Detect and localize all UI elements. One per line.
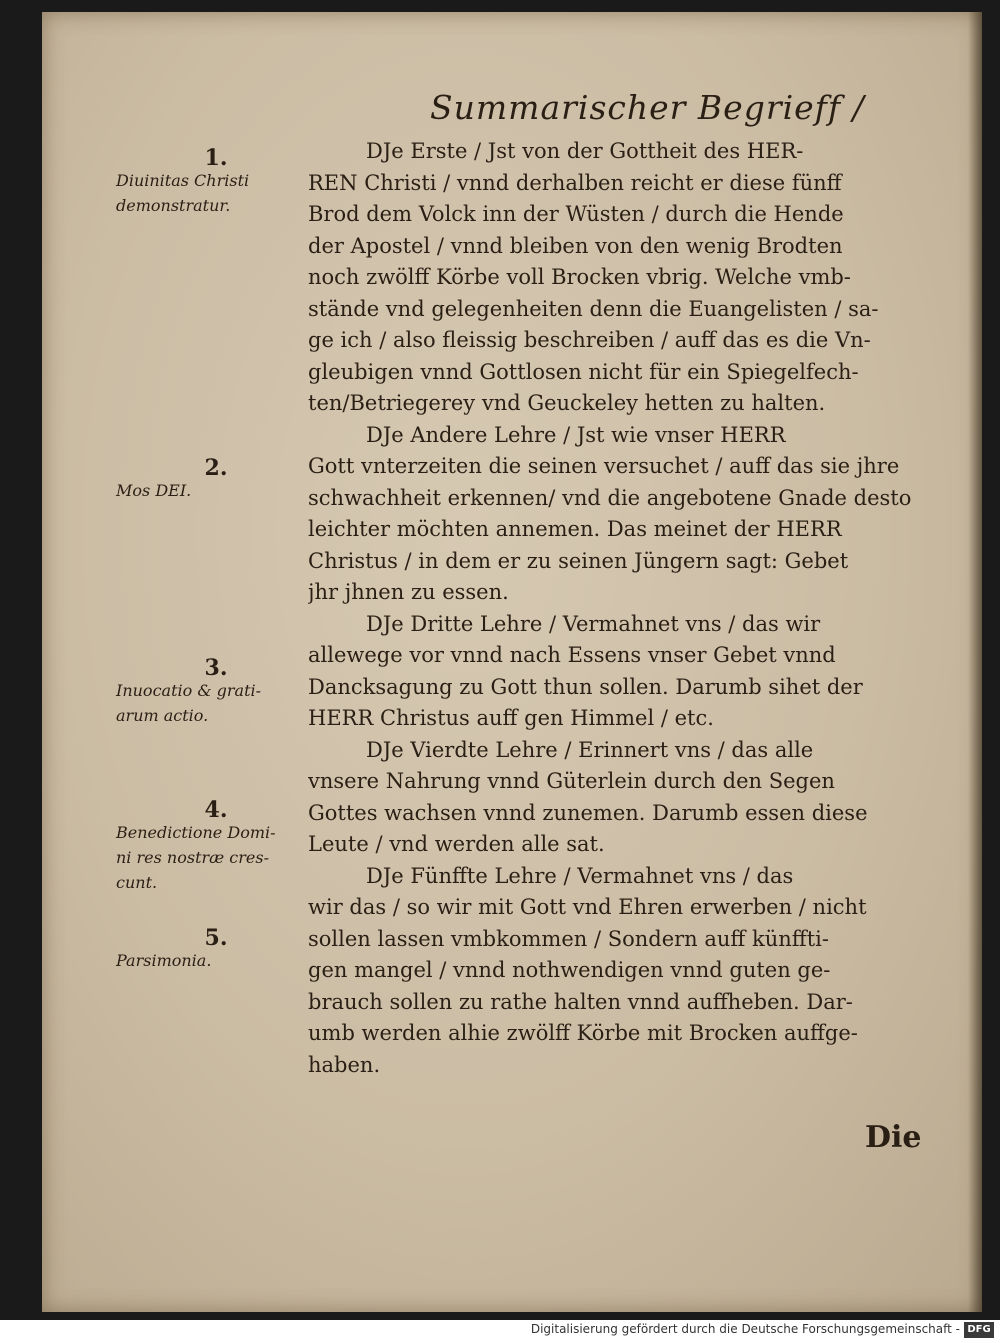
paragraph-dritte-lehre: [308, 609, 918, 735]
paragraph-andere-lehre: [308, 420, 918, 609]
paragraph-erste-lehre: [308, 136, 918, 420]
text-line: gen mangel / vnnd nothwendigen vnnd guten ge-: [308, 958, 831, 982]
text-line: jhr jhnen zu essen.: [308, 580, 509, 604]
page-edge-shadow: [968, 12, 982, 1312]
margin-note-3: [116, 655, 316, 728]
text-line: haben.: [308, 1052, 381, 1077]
text-line: REN Christi / vnnd derhalben reicht er diese fünff: [308, 170, 842, 195]
text-line: brauch sollen zu rathe halten vnnd auffheben. Dar-: [308, 989, 853, 1014]
margin-note-text: Mos DEI.: [116, 481, 192, 500]
text-line: Christus / in dem er zu seinen Jüngern sagt: Gebet: [308, 548, 849, 573]
text-line: schwachheit erkennen/ vnd die angebotene Gnade desto: [308, 485, 912, 510]
margin-note-number: 1.: [204, 145, 228, 171]
margin-note-number: 3.: [204, 655, 228, 681]
text-line: sollen lassen vmbkommen / Sondern auff künffti-: [308, 926, 829, 951]
margin-note-number: 4.: [204, 797, 228, 823]
dfg-logo: DFG: [964, 1322, 994, 1338]
margin-note-2: [116, 455, 316, 503]
paragraph-fuenffte-lehre: [308, 861, 918, 1082]
text-line: DJe Andere Lehre / Jst wie vnser HERR: [366, 422, 786, 447]
margin-note-5: [116, 925, 316, 973]
text-line: HERR Christus auff gen Himmel / etc.: [308, 706, 714, 730]
text-line: DJe Fünffte Lehre / Vermahnet vns / das: [366, 863, 794, 888]
margin-note-4: [116, 797, 316, 895]
margin-note-text: Inuocatio & grati- arum actio.: [116, 681, 262, 725]
margin-note-1: [116, 145, 316, 218]
text-line: stände vnd gelegenheiten denn die Euangelisten / sa-: [308, 296, 879, 321]
text-line: gleubigen vnnd Gottlosen nicht für ein Spiegelfech-: [308, 359, 859, 384]
text-line: DJe Dritte Lehre / Vermahnet vns / das wir: [366, 611, 821, 636]
text-line: ten/Betriegerey vnd Geuckeley hetten zu halten.: [308, 391, 826, 415]
running-head: Summarischer Begrieff /: [430, 88, 865, 127]
text-line: allewege vor vnnd nach Essens vnser Gebet vnnd: [308, 643, 836, 667]
text-line: Gott vnterzeiten die seinen versuchet / auff das sie jhre: [308, 454, 900, 478]
margin-note-text: Diuinitas Christi demonstratur.: [116, 171, 250, 215]
margin-note-text: Benedictione Domi- ni res nostræ cres- cunt.: [116, 823, 276, 892]
text-line: ge ich / also fleissig beschreiben / auff das es die Vn-: [308, 328, 871, 352]
footer-credit: Digitalisierung gefördert durch die Deutsche Forschungsgemeinschaft -: [530, 1322, 960, 1336]
catchword: Die: [865, 1120, 922, 1155]
margin-note-text: Parsimonia.: [116, 951, 212, 970]
text-line: Dancksagung zu Gott thun sollen. Darumb sihet der: [308, 674, 863, 699]
text-line: Brod dem Volck inn der Wüsten / durch die Hende: [308, 202, 844, 226]
paragraph-vierdte-lehre: [308, 735, 918, 861]
text-line: Gottes wachsen vnnd zunemen. Darumb essen diese: [308, 800, 868, 825]
digitization-footer: [0, 1320, 1000, 1343]
text-line: DJe Vierdte Lehre / Erinnert vns / das alle: [366, 737, 814, 762]
margin-note-number: 5.: [204, 925, 228, 951]
text-line: umb werden alhie zwölff Körbe mit Brocken auffge-: [308, 1021, 858, 1045]
main-text: [308, 136, 918, 1081]
text-line: leichter möchten annemen. Das meinet der HERR: [308, 517, 842, 541]
text-line: der Apostel / vnnd bleiben von den wenig Brodten: [308, 233, 843, 258]
text-line: wir das / so wir mit Gott vnd Ehren erwerben / nicht: [308, 895, 867, 919]
text-line: vnsere Nahrung vnnd Güterlein durch den Segen: [308, 769, 835, 793]
text-line: noch zwölff Körbe voll Brocken vbrig. Welche vmb-: [308, 265, 851, 289]
text-line: Leute / vnd werden alle sat.: [308, 832, 605, 856]
text-line: DJe Erste / Jst von der Gottheit des HER-: [366, 139, 804, 163]
margin-note-number: 2.: [204, 455, 228, 481]
